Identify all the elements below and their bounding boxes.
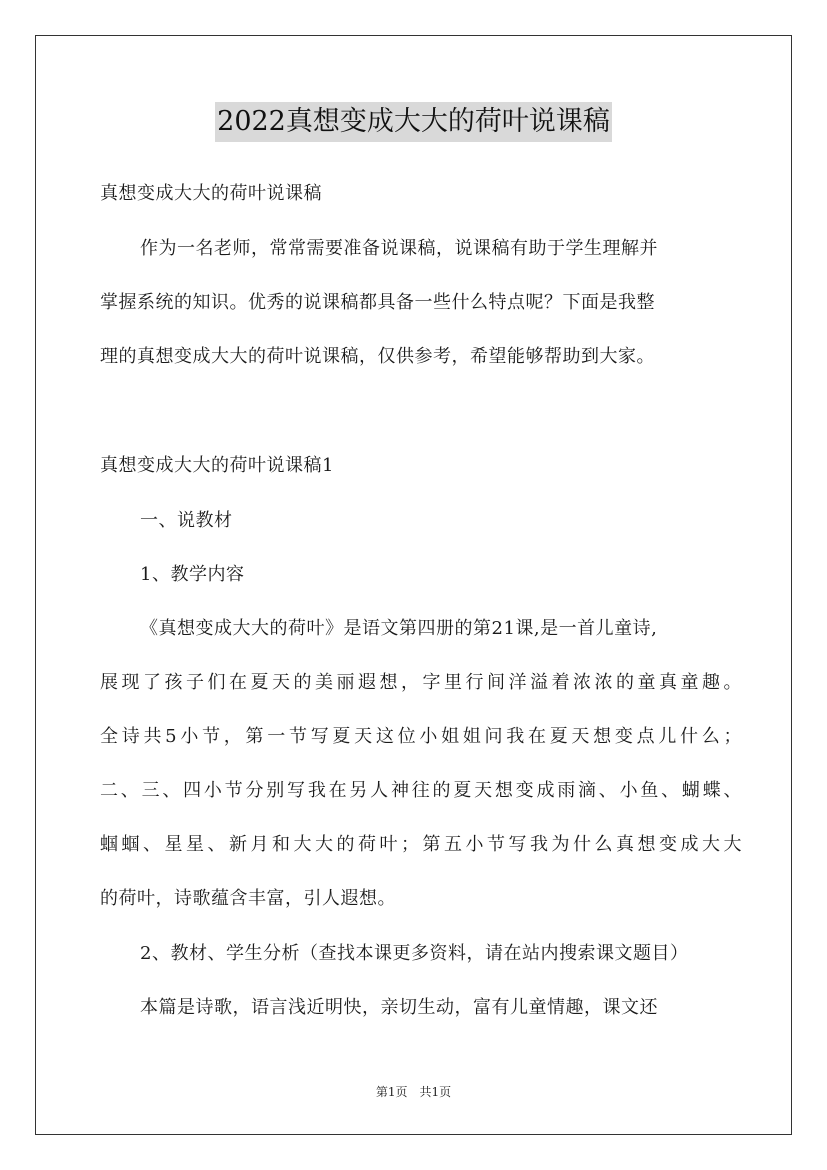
content-line-1: 《真想变成大大的荷叶》是语文第四册的第21课,是一首儿童诗, [140, 618, 658, 639]
intro-line-1: 作为一名老师，常常需要准备说课稿，说课稿有助于学生理解并 [140, 238, 658, 259]
analysis-line: 本篇是诗歌，语言浅近明快，亲切生动，富有儿童情趣，课文还 [140, 997, 658, 1018]
content-line-6: 的荷叶，诗歌蕴含丰富，引人遐想。 [100, 888, 396, 909]
content-line-4: 二、三、四小节分别写我在另人神往的夏天想变成雨滴、小鱼、蝴蝶、 [100, 780, 742, 801]
content-line-2: 展现了孩子们在夏天的美丽遐想，字里行间洋溢着浓浓的童真童趣。 [100, 672, 742, 693]
intro-line-2: 掌握系统的知识。优秀的说课稿都具备一些什么特点呢？下面是我整 [100, 292, 655, 313]
intro-line-3: 理的真想变成大大的荷叶说课稿，仅供参考，希望能够帮助到大家。 [100, 346, 655, 367]
part-heading: 一、说教材 [140, 510, 233, 531]
title-container [0, 102, 827, 142]
page-footer: 第1页 共1页 [375, 1085, 452, 1099]
document-subtitle: 真想变成大大的荷叶说课稿 [100, 183, 322, 204]
sub-heading-teaching-content: 1、教学内容 [140, 564, 245, 585]
content-line-3: 全诗共5小节，第一节写夏天这位小姐姐问我在夏天想变点儿什么； [100, 726, 742, 747]
section-heading: 真想变成大大的荷叶说课稿1 [100, 455, 334, 476]
sub-heading-analysis: 2、教材、学生分析（查找本课更多资料，请在站内搜索课文题目） [140, 943, 689, 964]
content-line-5: 蝈蝈、星星、新月和大大的荷叶；第五小节写我为什么真想变成大大 [100, 834, 742, 855]
document-title: 2022真想变成大大的荷叶说课稿 [215, 102, 612, 142]
